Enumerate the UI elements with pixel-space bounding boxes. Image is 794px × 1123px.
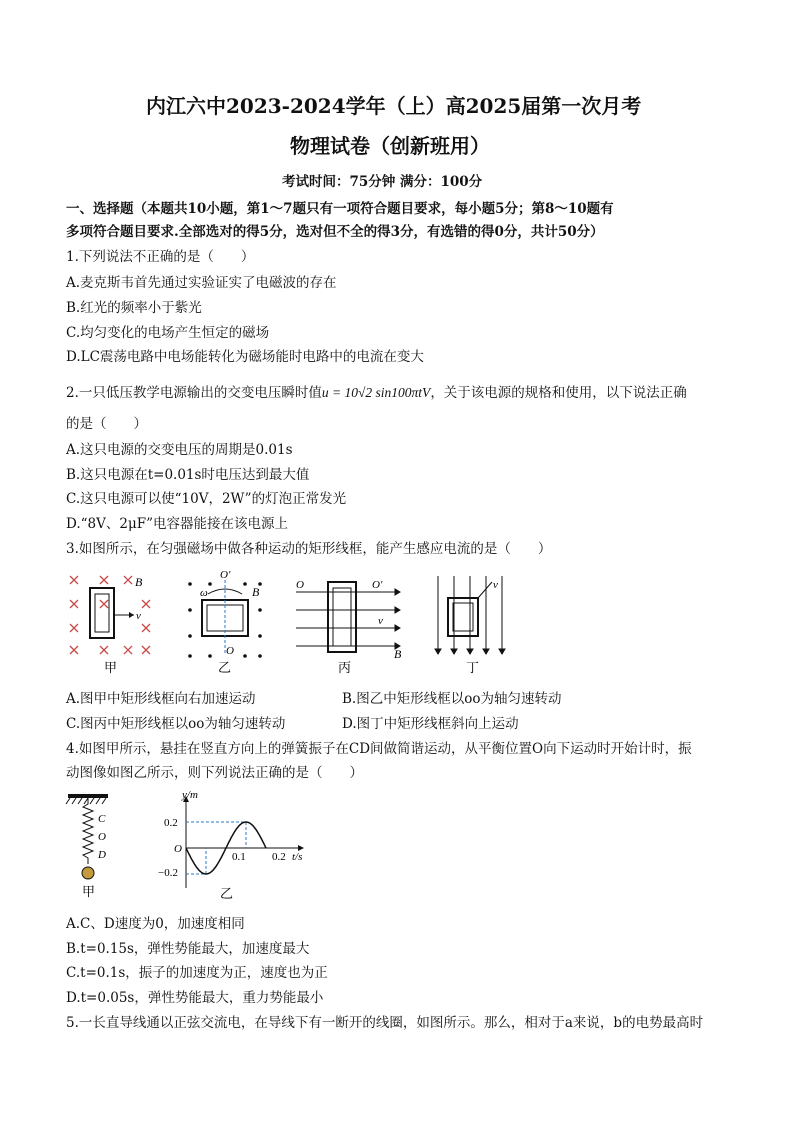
q3-option-b: B.图乙中矩形线框以oo为轴匀速转动 [342, 691, 562, 707]
q2-option-b: B.这只电源在t=0.01s时电压达到最大值 [66, 467, 310, 483]
svg-text:B: B [135, 575, 143, 589]
q4-option-c: C.t=0.1s，振子的加速度为正，速度也为正 [66, 965, 328, 981]
exam-info: 考试时间：75分钟 满分：100分 [282, 174, 483, 190]
svg-text:v: v [136, 610, 141, 622]
q2-option-c: C.这只电源可以使“10V，2W”的灯泡正常发光 [66, 491, 347, 507]
q3-figure [60, 566, 530, 678]
q3-option-d: D.图丁中矩形线框斜向上运动 [342, 716, 519, 732]
svg-text:O': O' [220, 569, 231, 581]
q1-stem: 1.下列说法不正确的是（ ） [66, 249, 255, 265]
q2-formula: u = 10√2 sin100πtV [321, 385, 431, 400]
q4-stem-line1: 4.如图甲所示，悬挂在竖直方向上的弹簧振子在CD间做简谐运动，从平衡位置O向下运动时开始计时，振 [66, 741, 692, 757]
graph-label-yi: 乙 [220, 886, 234, 901]
ytick-origin: O [174, 843, 182, 855]
q4-option-a: A.C、D速度为0，加速度相同 [66, 916, 245, 932]
q3-option-c: C.图丙中矩形线框以oo为轴匀速转动 [66, 716, 286, 732]
svg-text:C: C [98, 813, 106, 825]
exam-subtitle: 物理试卷（创新班用） [290, 134, 490, 158]
q5-stem: 5.一长直导线通以正弦交流电，在导线下有一断开的线圈，如图所示。那么，相对于a来说，b的电势最高时 [66, 1015, 704, 1031]
svg-text:v: v [378, 615, 383, 627]
figure-label-yi: 乙 [218, 660, 232, 675]
ytick-positive: 0.2 [164, 817, 178, 829]
svg-text:B: B [252, 585, 260, 599]
q2-stem-post: ，关于该电源的规格和使用，以下说法正确 [430, 385, 687, 401]
q4-stem-line2: 动图像如图乙所示，则下列说法正确的是（ ） [66, 765, 363, 781]
q4-option-d: D.t=0.05s，弹性势能最大，重力势能最小 [66, 990, 324, 1006]
xtick-0-2: 0.2 [272, 851, 286, 863]
svg-text:B: B [394, 647, 402, 661]
q3-stem: 3.如图所示，在匀强磁场中做各种运动的矩形线框，能产生感应电流的是（ ） [66, 541, 552, 557]
svg-text:v: v [493, 579, 498, 591]
svg-text:O: O [98, 831, 106, 843]
figure-label-bing: 丙 [338, 660, 352, 675]
q2-stem-pre: 2.一只低压教学电源输出的交变电压瞬时值 [66, 385, 322, 401]
section-heading-line2: 多项符合题目要求.全部选对的得5分，选对但不全的得3分，有选错的得0分，共计50分） [66, 224, 604, 240]
xtick-0-1: 0.1 [232, 851, 246, 863]
svg-text:ω: ω [200, 587, 208, 599]
figure-label-jia: 甲 [104, 660, 118, 675]
q3-option-a: A.图甲中矩形线框向右加速运动 [66, 691, 256, 707]
q2-stem-line2: 的是（ ） [66, 416, 147, 432]
exam-title: 内江六中2023-2024学年（上）高2025届第一次月考 [146, 94, 642, 118]
figure-label-ding: 丁 [466, 660, 480, 675]
section-heading-line1: 一、选择题（本题共10小题，第1～7题只有一项符合题目要求，每小题5分；第8～10题有 [66, 201, 614, 217]
q1-option-a: A.麦克斯韦首先通过实验证实了电磁波的存在 [66, 275, 337, 291]
ytick-negative: −0.2 [158, 867, 178, 879]
spring-label-jia: 甲 [82, 884, 96, 899]
svg-text:O: O [226, 645, 234, 657]
figure-bing [296, 589, 400, 649]
q4-graph [150, 788, 320, 904]
q2-option-d: D.“8V、2μF”电容器能接在该电源上 [66, 516, 289, 532]
frame-jia [90, 588, 114, 638]
q1-option-c: C.均匀变化的电场产生恒定的磁场 [66, 325, 270, 341]
q2-stem [66, 383, 687, 403]
q2-option-a: A.这只电源的交变电压的周期是0.01s [66, 442, 293, 458]
graph-ylabel: y/m [182, 789, 198, 801]
q1-option-b: B.红光的频率小于紫光 [66, 300, 202, 316]
q4-option-b: B.t=0.15s，弹性势能最大，加速度最大 [66, 941, 310, 957]
graph-xlabel: t/s [292, 851, 303, 863]
svg-text:D: D [98, 849, 106, 861]
svg-text:O': O' [372, 579, 383, 591]
svg-text:O: O [296, 579, 304, 591]
q4-spring-figure [62, 790, 122, 902]
q1-option-d: D.LC震荡电路中电场能转化为磁场能时电路中的电流在变大 [66, 349, 424, 365]
